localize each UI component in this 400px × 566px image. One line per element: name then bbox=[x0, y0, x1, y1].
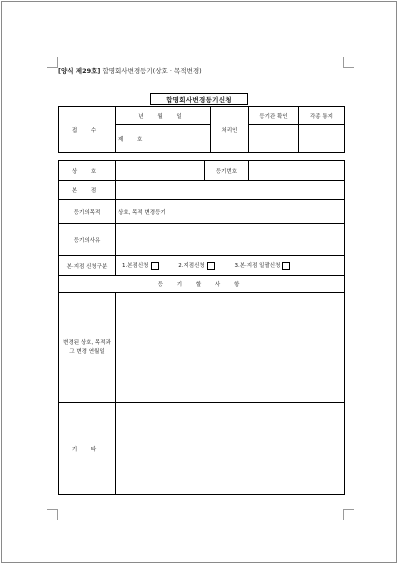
document-title: 합명회사변경등기신청 bbox=[150, 93, 248, 105]
option-branch-checkbox[interactable] bbox=[207, 262, 215, 270]
other-field[interactable] bbox=[116, 403, 345, 495]
application-table bbox=[58, 160, 345, 495]
matters-header: 등 기 할 사 항 bbox=[59, 276, 345, 293]
received-date-label: 년 월 일 bbox=[116, 107, 211, 125]
crop-mark-bottom-left bbox=[47, 509, 58, 520]
option-head-office-checkbox[interactable] bbox=[151, 262, 159, 270]
head-office-label: 본 점 bbox=[59, 181, 116, 200]
received-number-label: 제 호 bbox=[116, 125, 211, 153]
reg-purpose-value: 상호, 목적 변경등기 bbox=[116, 200, 345, 224]
reg-number-field[interactable] bbox=[249, 161, 345, 181]
head-office-field[interactable] bbox=[116, 181, 345, 200]
option-both-label: 3.본·지점 일괄신청 bbox=[234, 263, 281, 270]
receipt-table bbox=[58, 106, 345, 153]
branch-type-options bbox=[116, 256, 345, 276]
registrar-confirm-cell[interactable] bbox=[249, 125, 299, 153]
processed-label: 처리인 bbox=[211, 107, 249, 153]
branch-type-label: 본·지점 신청구분 bbox=[59, 256, 116, 276]
form-number: [양식 제29호] bbox=[58, 67, 101, 75]
registrar-confirm-label: 등기관 확인 bbox=[249, 107, 299, 125]
changed-items-field[interactable] bbox=[116, 293, 345, 403]
changed-items-label: 변경된 상호, 목적과 그 변경 연월일 bbox=[59, 293, 116, 403]
reg-cause-label: 등기의사유 bbox=[59, 224, 116, 256]
reg-number-label: 등기번호 bbox=[205, 161, 249, 181]
trade-name-field[interactable] bbox=[116, 161, 205, 181]
crop-mark-top-left bbox=[47, 57, 58, 68]
crop-mark-bottom-right bbox=[343, 509, 354, 520]
option-both-checkbox[interactable] bbox=[282, 262, 290, 270]
option-branch-label: 2.지점신청 bbox=[178, 263, 205, 270]
other-label: 기 타 bbox=[59, 403, 116, 495]
reg-cause-field[interactable] bbox=[116, 224, 345, 256]
received-label: 접 수 bbox=[59, 107, 116, 153]
option-head-office-label: 1.본점신청 bbox=[122, 263, 149, 270]
notify-label: 각종 통지 bbox=[299, 107, 345, 125]
form-header bbox=[58, 66, 202, 75]
reg-purpose-label: 등기의목적 bbox=[59, 200, 116, 224]
trade-name-label: 상 호 bbox=[59, 161, 116, 181]
notify-cell[interactable] bbox=[299, 125, 345, 153]
crop-mark-top-right bbox=[343, 57, 354, 68]
form-title-line: 합명회사변경등기(상호 · 목적변경) bbox=[102, 67, 202, 75]
